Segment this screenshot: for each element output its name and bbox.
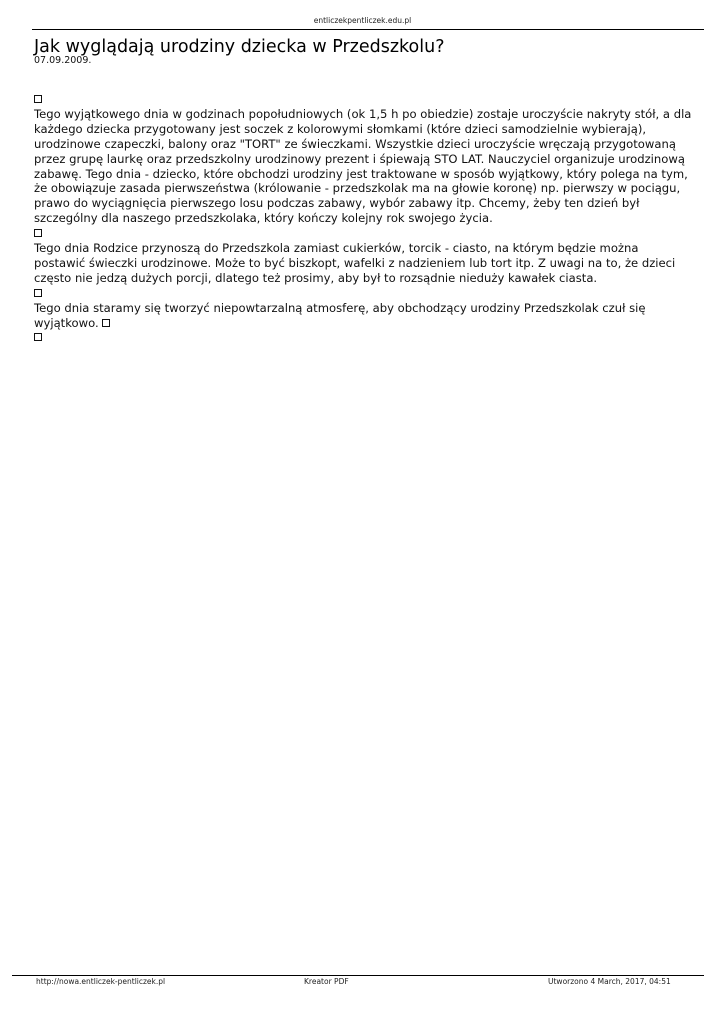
placeholder-glyph-line: [34, 226, 692, 241]
paragraph-2: Tego dnia Rodzice przynoszą do Przedszkola zamiast cukierków, torcik - ciasto, na którym będzie można postawić świeczki urodzinowe. Może to być biszkopt, wafelki z nadzieniem lub tort itp. Z uwagi na to, że dzieci często nie jedzą dużych porcji, dlatego też prosimy, aby był to rozsądnie nieduży kawałek ciasta.: [34, 241, 676, 285]
missing-glyph-icon: [34, 289, 42, 297]
footer-url: http://nowa.entliczek-pentliczek.pl: [36, 977, 166, 986]
placeholder-glyph-line: [34, 92, 692, 107]
article-body: [34, 92, 692, 345]
placeholder-glyph-line: [34, 286, 692, 301]
article-title: Jak wyglądają urodziny dziecka w Przedszkolu?: [34, 37, 445, 57]
article-date: 07.09.2009.: [34, 55, 92, 66]
footer-created: Utworzono 4 March, 2017, 04:51: [548, 977, 671, 986]
paragraph-3: Tego dnia staramy się tworzyć niepowtarzalną atmosferę, aby obchodzący urodziny Przedszkolak czuł się wyjątkowo.: [34, 300, 646, 330]
header-divider: [32, 29, 704, 30]
missing-glyph-icon: [34, 95, 42, 103]
paragraph-3-container: [34, 301, 692, 331]
footer-divider: [12, 975, 704, 976]
missing-glyph-icon: [102, 319, 110, 327]
placeholder-glyph-line: [34, 330, 692, 345]
header-site-name: entliczekpentliczek.edu.pl: [313, 16, 412, 25]
missing-glyph-icon: [34, 229, 42, 237]
paragraph-1: Tego wyjątkowego dnia w godzinach popołudniowych (ok 1,5 h po obiedzie) zostaje uroczyście nakryty stół, a dla każdego dziecka przygotowany jest soczek z kolorowymi słomkami (które dzieci samodzielnie wybierają), urodzinowe czapeczki, balony oraz "TORT" ze świeczkami. Wszystkie dzieci uroczyście wręczają przygotowaną przez grupę laurkę oraz przedszkolny urodzinowy prezent i śpiewają STO LAT. Nauczyciel organizuje urodzinową zabawę. Tego dnia - dziecko, które obchodzi urodziny jest traktowane w sposób wyjątkowy, który polega na tym, że obowiązuje zasada pierwszeństwa (królowanie - przedszkolak ma na głowie koronę) np. pierwszy w pociągu, prawo do wyciągnięcia pierwszego losu podczas zabawy, wybór zabawy itp. Chcemy, żeby ten dzień był szczególny dla naszego przedszkolaka, który kończy kolejny rok swojego życia.: [34, 106, 692, 226]
missing-glyph-icon: [34, 333, 42, 341]
footer-generator: Kreator PDF: [304, 977, 349, 986]
